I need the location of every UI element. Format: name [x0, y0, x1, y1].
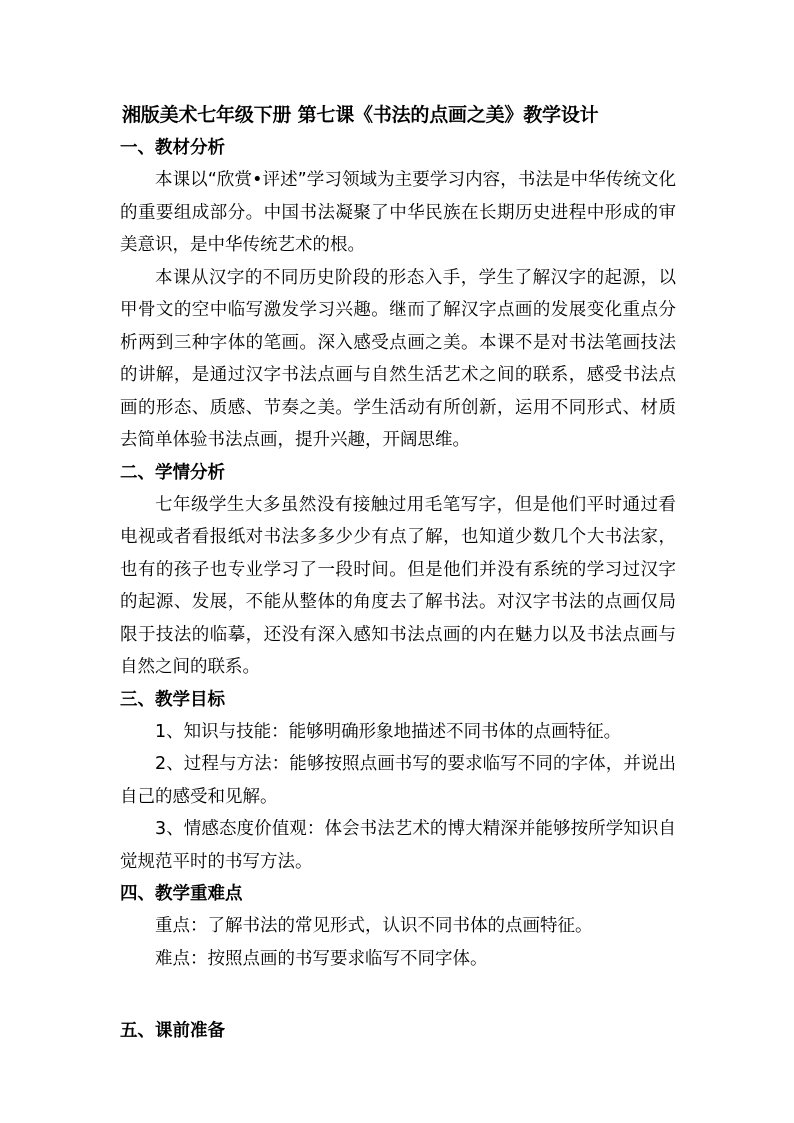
paragraph: 难点：按照点画的书写要求临写不同字体。	[155, 948, 488, 969]
section-heading-preparation: 五、课前准备	[120, 1021, 225, 1041]
paragraph: 七年级学生大多虽然没有接触过用毛笔写字，但是他们平时通过看电视或者看报纸对书法多多少少有点了解，也知道少数几个大书法家，也有的孩子也专业学习了一段时间。但是他们并没有系统的学习过汉字的起源、发展，不能从整体的角度去了解书法。对汉字书法的点画仅局限于技法的临摹，还没有深入感知书法点画的内在魅力以及书法点画与自然之间的联系。	[120, 494, 676, 677]
document-title: 湘版美术七年级下册 第七课《书法的点画之美》教学设计	[122, 104, 599, 126]
section-heading-textbook-analysis: 一、教材分析	[120, 138, 225, 158]
blank-line	[120, 975, 676, 1015]
paragraph: 重点：了解书法的常见形式，认识不同书体的点画特征。	[155, 916, 593, 936]
paragraph: 1、知识与技能：能够明确形象地描述不同书体的点画特征。	[155, 721, 622, 742]
section-heading-key-points: 四、教学重难点	[120, 884, 243, 904]
paragraph: 3、情感态度价值观：体会书法艺术的博大精深并能够按所学知识自觉规范平时的书写方法。	[120, 819, 676, 872]
section-heading-teaching-goals: 三、教学目标	[120, 689, 225, 710]
paragraph: 本课以“欣赏•评述”学习领域为主要学习内容，书法是中华传统文化的重要组成部分。中国书法凝聚了中华民族在长期历史进程中形成的审美意识，是中华传统艺术的根。	[120, 170, 676, 255]
section-heading-student-analysis: 二、学情分析	[120, 462, 225, 483]
paragraph: 本课从汉字的不同历史阶段的形态入手，学生了解汉字的起源，以甲骨文的空中临写激发学习兴趣。继而了解汉字点画的发展变化重点分析两到三种字体的笔画。深入感受点画之美。本课不是对书法笔画技法的讲解，是通过汉字书法点画与自然生活艺术之间的联系，感受书法点画的形态、质感、节奏之美。学生活动有所创新，运用不同形式、材质去简单体验书法点画，提升兴趣，开阔思维。	[120, 267, 676, 450]
document-page	[120, 98, 676, 1047]
paragraph: 2、过程与方法：能够按照点画书写的要求临写不同的字体，并说出自己的感受和见解。	[120, 754, 676, 807]
